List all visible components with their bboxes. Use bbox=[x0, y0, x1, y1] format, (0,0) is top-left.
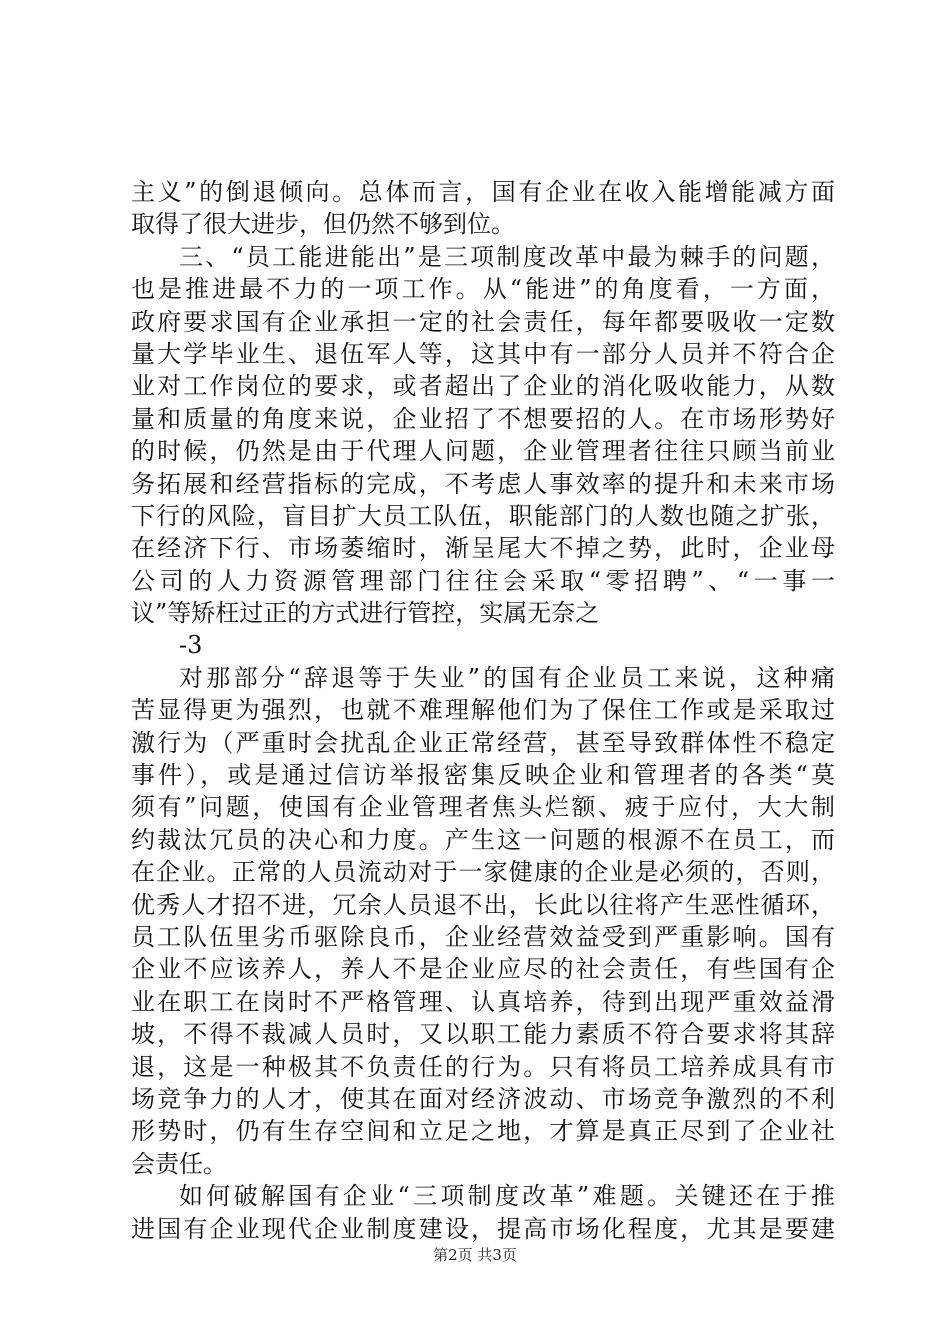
text-line: 进国有企业现代企业制度建设，提高市场化程度，尤其是要建 bbox=[131, 1214, 835, 1243]
text-line: 三、“员工能进能出”是三项制度改革中最为棘手的问题， bbox=[179, 242, 835, 271]
text-line: 业对工作岗位的要求，或者超出了企业的消化吸收能力，从数 bbox=[131, 372, 835, 401]
page-marker: -3 bbox=[179, 631, 203, 660]
text-line: 苦显得更为强烈，也就不难理解他们为了保住工作或是采取过 bbox=[131, 696, 835, 725]
text-line: 坡，不得不裁减人员时，又以职工能力素质不符合要求将其辞 bbox=[131, 1020, 835, 1049]
text-line: 量和质量的角度来说，企业招了不想要招的人。在市场形势好 bbox=[131, 404, 835, 433]
text-line: 主义”的倒退倾向。总体而言，国有企业在收入能增能减方面 bbox=[131, 178, 835, 206]
text-line: 约裁汰冗员的决心和力度。产生这一问题的根源不在员工，而 bbox=[131, 825, 835, 854]
text-line: 业在职工在岗时不严格管理、认真培养，待到出现严重效益滑 bbox=[131, 987, 835, 1016]
text-line: 会责任。 bbox=[131, 1149, 227, 1178]
text-line: 量大学毕业生、退伍军人等，这其中有一部分人员并不符合企 bbox=[131, 339, 835, 368]
text-line: 在企业。正常的人员流动对于一家健康的企业是必须的，否则， bbox=[131, 858, 835, 887]
page-footer: 第2页 共3页 bbox=[433, 1246, 517, 1264]
text-line: 政府要求国有企业承担一定的社会责任，每年都要吸收一定数 bbox=[131, 307, 835, 336]
text-line: 如何破解国有企业“三项制度改革”难题。关键还在于推 bbox=[179, 1182, 835, 1211]
text-line: 对那部分“辞退等于失业”的国有企业员工来说，这种痛 bbox=[179, 663, 835, 692]
text-line: 议”等矫枉过正的方式进行管控，实属无奈之 bbox=[131, 599, 600, 628]
text-line: 事件），或是通过信访举报密集反映企业和管理者的各类“莫 bbox=[131, 761, 835, 790]
text-line: 激行为（严重时会扰乱企业正常经营，甚至导致群体性不稳定 bbox=[131, 728, 835, 757]
text-line: 企业不应该养人，养人不是企业应尽的社会责任，有些国有企 bbox=[131, 955, 835, 984]
text-line: 下行的风险，盲目扩大员工队伍，职能部门的人数也随之扩张， bbox=[131, 501, 835, 530]
text-line: 形势时，仍有生存空间和立足之地，才算是真正尽到了企业社 bbox=[131, 1117, 835, 1146]
text-line: 须有”问题，使国有企业管理者焦头烂额、疲于应付，大大制 bbox=[131, 793, 835, 822]
text-line: 退，这是一种极其不负责任的行为。只有将员工培养成具有市 bbox=[131, 1052, 835, 1081]
text-line: 场竞争力的人才，使其在面对经济波动、市场竞争激烈的不利 bbox=[131, 1084, 835, 1113]
text-line: 务拓展和经营指标的完成，不考虑人事效率的提升和未来市场 bbox=[131, 469, 835, 498]
text-line: 取得了很大进步，但仍然不够到位。 bbox=[131, 210, 515, 239]
text-line: 公司的人力资源管理部门往往会采取“零招聘”、“一事一 bbox=[131, 566, 835, 595]
document-body bbox=[131, 176, 835, 1245]
text-line: 也是推进最不力的一项工作。从“能进”的角度看，一方面， bbox=[131, 275, 835, 304]
text-line: 的时候，仍然是由于代理人问题，企业管理者往往只顾当前业 bbox=[131, 437, 835, 466]
text-line: 员工队伍里劣币驱除良币，企业经营效益受到严重影响。国有 bbox=[131, 922, 835, 951]
text-line: 在经济下行、市场萎缩时，渐呈尾大不掉之势，此时，企业母 bbox=[131, 534, 835, 563]
text-line: 优秀人才招不进，冗余人员退不出，长此以往将产生恶性循环， bbox=[131, 890, 835, 919]
